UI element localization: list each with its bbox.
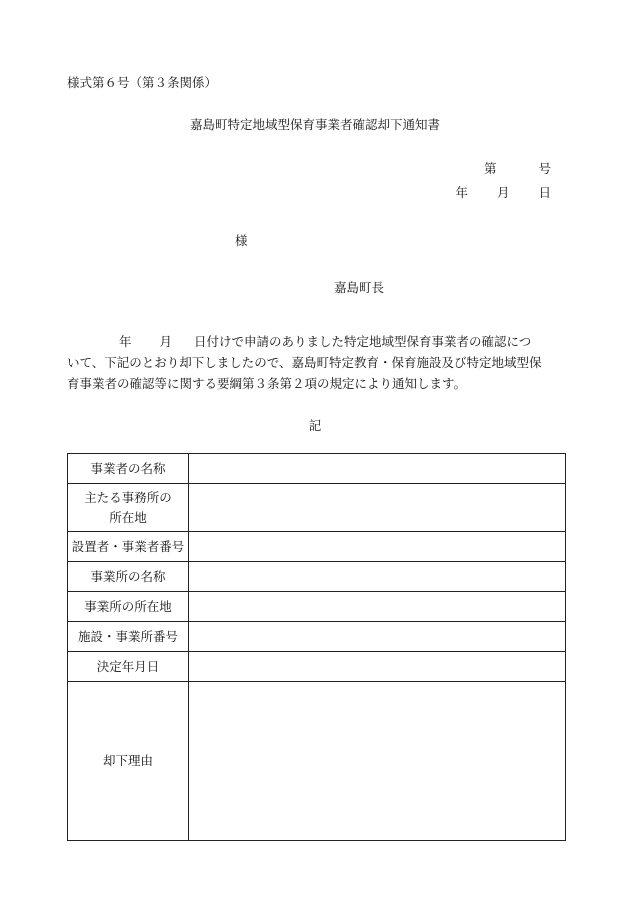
row-label-facility-number: 施設・事業所番号 xyxy=(68,622,189,652)
row-label-operator-number: 設置者・事業者番号 xyxy=(68,532,189,562)
body-year: 年 xyxy=(119,334,132,349)
document-title: 嘉島町特定地域型保育事業者確認却下通知書 xyxy=(189,117,440,132)
body-line-1-text: 日付けで申請のありました特定地域型保育事業者の確認につ xyxy=(194,334,532,349)
sender-name: 嘉島町長 xyxy=(334,280,385,295)
table-row xyxy=(68,622,566,652)
main-office-address-label: 主たる事務所の所在地 xyxy=(84,489,172,525)
ki-heading: 記 xyxy=(308,418,322,433)
row-value-operator-number[interactable] xyxy=(189,532,566,562)
table-row xyxy=(68,562,566,592)
row-label-business-name: 事業者の名称 xyxy=(68,454,189,484)
notice-body-line-1 xyxy=(67,331,567,352)
notice-body-line-2: いて、下記のとおり却下しましたので、嘉島町特定教育・保育施設及び特定地域型保 xyxy=(67,355,542,370)
row-label-decision-date: 決定年月日 xyxy=(68,652,189,682)
row-value-facility-number[interactable] xyxy=(189,622,566,652)
issue-date-year: 年 xyxy=(455,185,468,200)
details-table xyxy=(67,453,566,841)
row-label-main-office-address xyxy=(68,484,189,532)
form-number: 様式第６号（第３条関係） xyxy=(67,75,218,90)
table-row xyxy=(68,682,566,841)
recipient-honorific: 様 xyxy=(235,233,248,248)
table-row xyxy=(68,532,566,562)
reference-number xyxy=(484,159,551,177)
body-month: 月 xyxy=(159,334,173,349)
reference-go: 号 xyxy=(538,161,551,176)
row-label-office-address: 事業所の所在地 xyxy=(68,592,189,622)
issue-date-day: 日 xyxy=(538,185,551,200)
row-value-decision-date[interactable] xyxy=(189,652,566,682)
row-value-office-name[interactable] xyxy=(189,562,566,592)
row-value-rejection-reason[interactable] xyxy=(189,682,566,841)
row-value-main-office-address[interactable] xyxy=(189,484,566,532)
issue-date xyxy=(455,183,551,201)
table-row xyxy=(68,454,566,484)
table-row xyxy=(68,484,566,532)
row-value-business-name[interactable] xyxy=(189,454,566,484)
row-value-office-address[interactable] xyxy=(189,592,566,622)
table-row xyxy=(68,652,566,682)
table-row xyxy=(68,592,566,622)
reference-dai: 第 xyxy=(483,161,497,176)
row-label-rejection-reason: 却下理由 xyxy=(68,682,189,841)
notice-body xyxy=(67,331,567,394)
notice-body-line-3: 育事業者の確認等に関する要綱第３条第２項の規定により通知します。 xyxy=(67,376,467,391)
issue-date-month: 月 xyxy=(496,185,510,200)
row-label-office-name: 事業所の名称 xyxy=(68,562,189,592)
